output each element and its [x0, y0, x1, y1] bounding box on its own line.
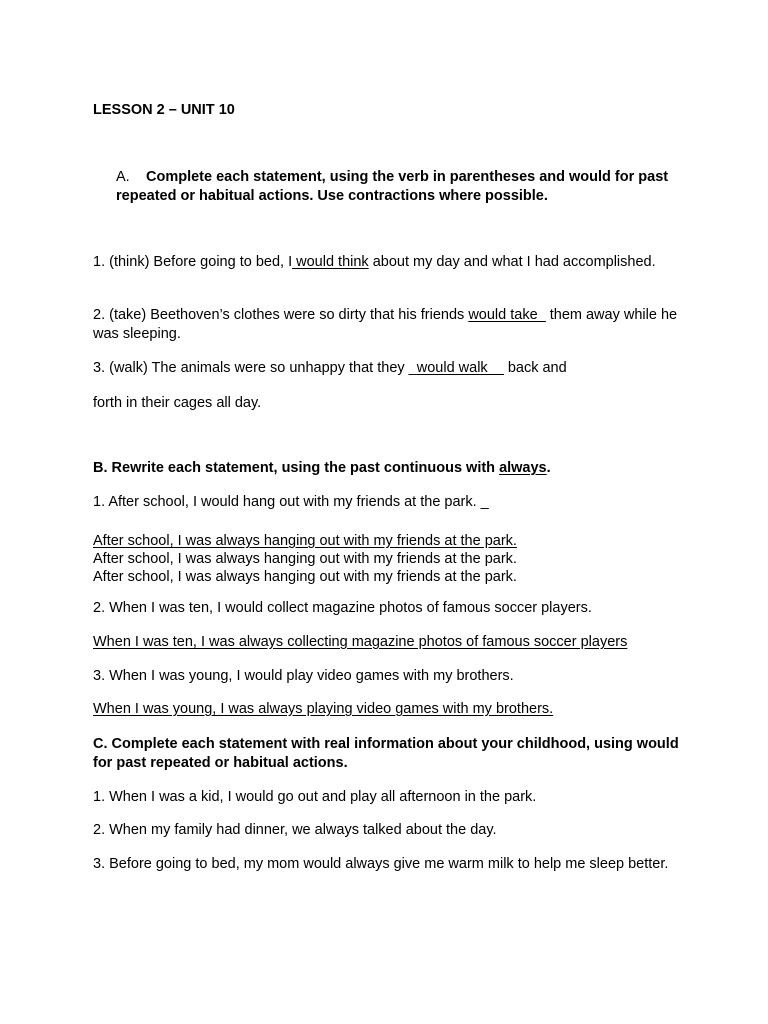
- section-a-item-3-continuation: forth in their cages all day.: [93, 395, 262, 411]
- section-a-item-1: [93, 253, 683, 272]
- section-b-item-1-answer-repeat: After school, I was always hanging out with my friends at the park.: [93, 551, 517, 567]
- section-c-item-3: 3. Before going to bed, my mom would always give me warm milk to help me sleep better.: [93, 856, 669, 872]
- worksheet-page: [93, 0, 683, 1024]
- section-c-item-2: 2. When my family had dinner, we always talked about the day.: [93, 822, 497, 838]
- item-text: 3. (walk) The animals were so unhappy that they _: [93, 360, 417, 376]
- section-a-letter: A.: [116, 169, 130, 185]
- instruction-text: .: [546, 460, 551, 476]
- item-text: them away while he was sleeping.: [93, 307, 678, 342]
- item-text: back and: [503, 360, 567, 376]
- section-c-item-1: 1. When I was a kid, I would go out and play all afternoon in the park.: [93, 789, 537, 805]
- answer-text: would think: [292, 254, 369, 270]
- answer-text: would take_: [468, 307, 546, 323]
- lesson-title: LESSON 2 – UNIT 10: [93, 102, 235, 118]
- instruction-text: B. Rewrite each statement, using the past continuous with: [93, 460, 500, 476]
- section-b-item-3-answer: When I was young, I was always playing video games with my brothers.: [93, 701, 554, 717]
- section-b-item-2-prompt: 2. When I was ten, I would collect magazine photos of famous soccer players.: [93, 600, 592, 616]
- section-b-item-1-answer: After school, I was always hanging out with my friends at the park.: [93, 533, 517, 549]
- section-b-item-2-answer: When I was ten, I was always collecting magazine photos of famous soccer players: [93, 634, 628, 650]
- section-b-item-1-answer-repeat: After school, I was always hanging out with my friends at the park.: [93, 569, 517, 585]
- section-a-instruction-text: Complete each statement, using the verb in parentheses and would for past repeated or habitual actions. Use contractions where possible.: [116, 169, 669, 204]
- section-b-instruction: [93, 459, 683, 478]
- section-a-item-2: [93, 306, 683, 344]
- instruction-keyword: always: [499, 460, 547, 476]
- item-text: about my day and what I had accomplished.: [368, 254, 656, 270]
- section-b-item-1-prompt: 1. After school, I would hang out with my friends at the park. _: [93, 494, 489, 510]
- answer-text: would walk__: [416, 360, 504, 376]
- section-a-item-3: [93, 359, 683, 378]
- section-c-instruction: C. Complete each statement with real information about your childhood, using would for past repeated or habitual actions.: [93, 736, 679, 771]
- item-text: 2. (take) Beethoven’s clothes were so dirty that his friends: [93, 307, 469, 323]
- section-b-item-3-prompt: 3. When I was young, I would play video games with my brothers.: [93, 668, 514, 684]
- section-a-instruction: [116, 168, 676, 206]
- item-text: 1. (think) Before going to bed, I: [93, 254, 293, 270]
